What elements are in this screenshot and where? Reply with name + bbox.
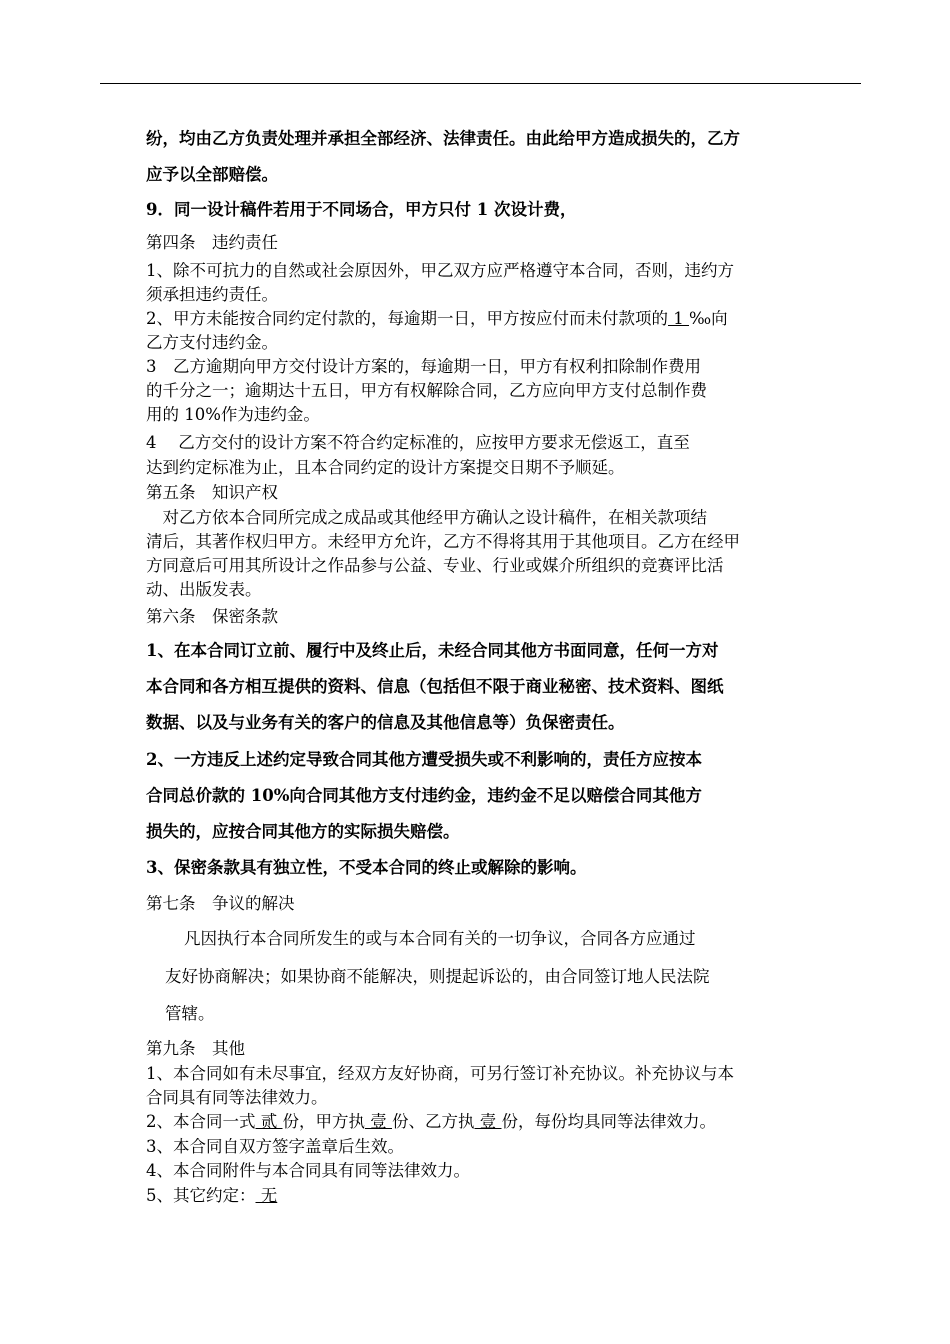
text-line: 损失的，应按合同其他方的实际损失赔偿。 <box>146 822 460 841</box>
copies-total-value: 贰 <box>255 1112 283 1131</box>
text-fragment: 份，甲方执 <box>282 1112 365 1131</box>
text-line: 须承担违约责任。 <box>146 285 278 304</box>
text-fragment: 2、甲方未能按合同约定付款的，每逾期一日，甲方按应付而未付款项的 <box>146 309 668 328</box>
section-heading: 第九条 其他 <box>146 1039 245 1058</box>
text-line: 凡因执行本合同所发生的或与本合同有关的一切争议，合同各方应通过 <box>184 929 696 948</box>
text-line: 应予以全部赔偿。 <box>146 165 278 184</box>
text-line: 友好协商解决；如果协商不能解决，则提起诉讼的，由合同签订地人民法院 <box>165 967 710 986</box>
text-line: 用的 10%作为违约金。 <box>146 405 320 424</box>
text-line: 方同意后可用其所设计之作品参与公益、专业、行业或媒介所组织的竞赛评比活 <box>146 556 724 575</box>
text-line: 4 乙方交付的设计方案不符合约定标准的，应按甲方要求无偿返工，直至 <box>146 433 690 452</box>
text-line: 合同总价款的 10%向合同其他方支付违约金，违约金不足以赔偿合同其他方 <box>146 786 702 805</box>
text-line: 9．同一设计稿件若用于不同场合，甲方只付 1 次设计费， <box>146 200 577 219</box>
text-line: 乙方支付违约金。 <box>146 333 278 352</box>
text-line: 清后，其著作权归甲方。未经甲方允许，乙方不得将其用于其他项目。乙方在经甲 <box>146 532 740 551</box>
text-line <box>146 309 728 329</box>
text-line: 3、本合同自双方签字盖章后生效。 <box>146 1137 404 1156</box>
other-terms-label: 5、其它约定： <box>146 1186 256 1205</box>
text-line <box>146 1112 716 1132</box>
section-heading: 第四条 违约责任 <box>146 233 278 252</box>
text-line: 对乙方依本合同所完成之成品或其他经甲方确认之设计稿件，在相关款项结 <box>146 508 707 527</box>
text-line: 纷，均由乙方负责处理并承担全部经济、法律责任。由此给甲方造成损失的，乙方 <box>146 129 740 148</box>
copies-party-b-value: 壹 <box>474 1112 502 1131</box>
text-line: 3、保密条款具有独立性，不受本合同的终止或解除的影响。 <box>146 858 587 877</box>
text-line: 数据、以及与业务有关的客户的信息及其他信息等）负保密责任。 <box>146 713 625 732</box>
text-line: 动、出版发表。 <box>146 580 262 599</box>
copies-party-a-value: 壹 <box>365 1112 392 1131</box>
section-heading: 第六条 保密条款 <box>146 607 278 626</box>
section-heading: 第五条 知识产权 <box>146 483 278 502</box>
penalty-rate-value: 1 <box>668 309 689 328</box>
header-rule <box>100 83 861 84</box>
text-fragment: ‰向 <box>689 309 728 328</box>
text-line: 1、本合同如有未尽事宜，经双方友好协商，可另行签订补充协议。补充协议与本 <box>146 1064 734 1083</box>
text-line: 管辖。 <box>165 1004 215 1023</box>
text-fragment: 份，每份均具同等法律效力。 <box>501 1112 716 1131</box>
section-heading: 第七条 争议的解决 <box>146 894 295 913</box>
text-line <box>146 1186 277 1206</box>
text-line: 1、除不可抗力的自然或社会原因外，甲乙双方应严格遵守本合同，否则，违约方 <box>146 261 734 280</box>
text-line: 的千分之一；逾期达十五日，甲方有权解除合同，乙方应向甲方支付总制作费 <box>146 381 707 400</box>
text-line: 达到约定标准为止，且本合同约定的设计方案提交日期不予顺延。 <box>146 458 625 477</box>
text-line: 合同具有同等法律效力。 <box>146 1088 328 1107</box>
text-line: 1、在本合同订立前、履行中及终止后，未经合同其他方书面同意，任何一方对 <box>146 641 719 660</box>
text-fragment: 份、乙方执 <box>392 1112 475 1131</box>
text-line: 本合同和各方相互提供的资料、信息（包括但不限于商业秘密、技术资料、图纸 <box>146 677 724 696</box>
text-line: 3 乙方逾期向甲方交付设计方案的，每逾期一日，甲方有权利扣除制作费用 <box>146 357 701 376</box>
other-terms-value: 无 <box>255 1186 278 1205</box>
text-fragment: 2、本合同一式 <box>146 1112 256 1131</box>
text-line: 4、本合同附件与本合同具有同等法律效力。 <box>146 1161 470 1180</box>
text-line: 2、一方违反上述约定导致合同其他方遭受损失或不利影响的，责任方应按本 <box>146 750 702 769</box>
